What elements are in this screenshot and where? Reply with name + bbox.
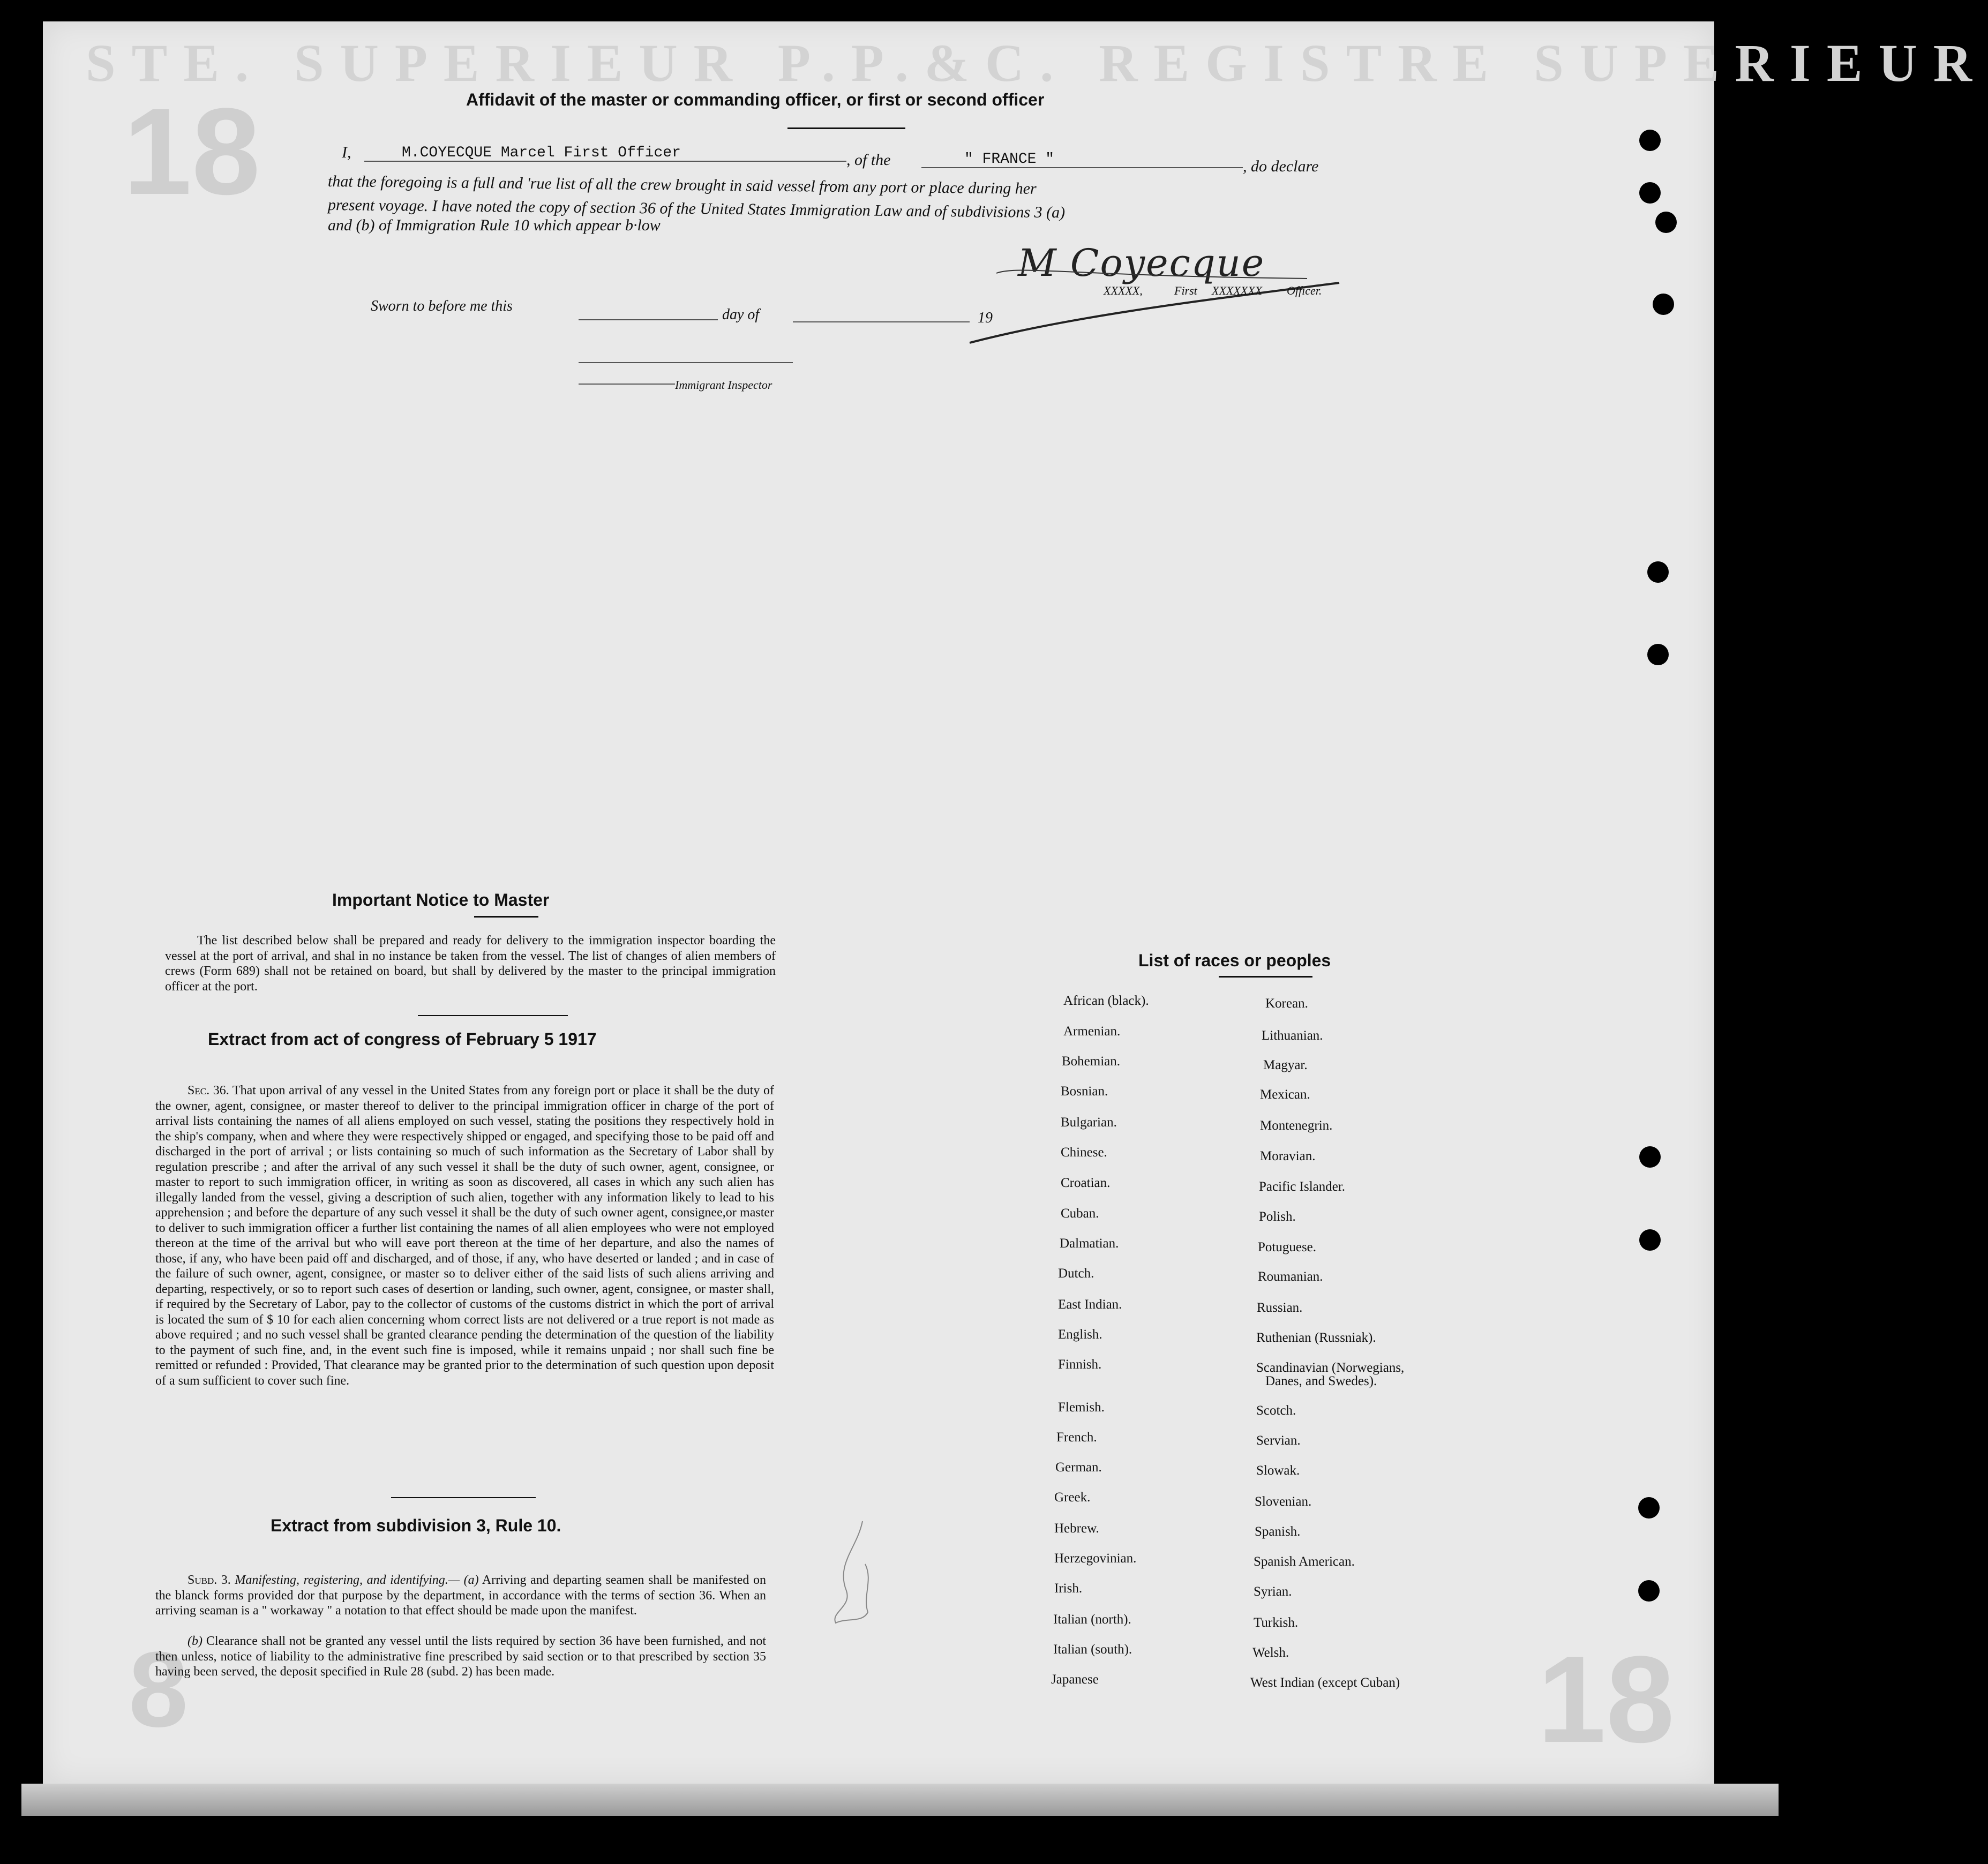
race-item: Herzegovinian. [1054,1551,1137,1566]
year-prefix: 19 [978,310,993,326]
race-item: Greek. [1054,1490,1091,1505]
race-item: Scotch. [1256,1403,1296,1418]
officer-signature: M Coyecque [1018,241,1265,285]
race-item: Servian. [1256,1433,1301,1448]
race-item: Chinese. [1061,1145,1107,1160]
title-rule [787,127,905,129]
margin-mark-ghost: 8 [129,1630,189,1749]
punch-hole [1647,644,1669,665]
inspector-fill-line [579,362,793,363]
race-item: Italian (north). [1053,1612,1131,1627]
of-the-label: , of the [846,151,891,169]
notice-text: The list described below shall be prepared and ready for delivery to the immigration inspector boarding the vessel at the port of arrival, and shal in no instance be taken from the vessel. The list of changes of alien members of crews (Form 689) shall not be retained on board, but shall by delivered by the master to the principal immigration officer at the port. [165,934,776,994]
punch-hole [1639,1229,1661,1251]
affidavit-title: Affidavit of the master or commanding officer, or first or second officer [466,90,1045,109]
punch-hole [1655,212,1677,233]
bleed-through-header: STE. SUPERIEUR P.P.&C. REGISTRE SUPERIEUR [86,33,1988,93]
races-title: List of races or peoples [1138,951,1331,970]
officer-struck-word: XXXXXXX [1212,284,1263,297]
sworn-before-label: Sworn to before me this [371,298,513,314]
race-item: Roumanian. [1258,1269,1323,1284]
race-item: West Indian (except Cuban) [1250,1675,1400,1690]
race-item: Japanese [1051,1672,1099,1687]
notice-rule [474,916,538,918]
race-item: English. [1058,1327,1102,1342]
act-extract-title: Extract from act of congress of February 5 1917 [208,1029,597,1049]
race-item: French. [1056,1430,1097,1445]
punch-hole [1638,1497,1660,1519]
subd-heading: Manifesting, registering, and identifying.— (a) [235,1573,479,1587]
do-declare-label: , do declare [1243,157,1319,175]
race-item: German. [1055,1460,1102,1475]
scan-edge-strip [21,1784,1779,1816]
page-number-ghost-top: 18 [123,82,260,220]
day-of-label: day of [722,306,760,323]
race-item: Spanish American. [1254,1554,1355,1569]
affidavit-line-4: and (b) of Immigration Rule 10 which appear b·low [328,216,661,234]
signature-flourish [964,268,1350,354]
race-item: Bulgarian. [1061,1115,1117,1130]
race-item: African (black). [1063,994,1149,1008]
race-item: Flemish. [1058,1400,1105,1415]
act-section-body: That upon arrival of any vessel in the United States from any foreign port or place it shall be the duty of the owner, agent, consignee, or master thereof to deliver to the principal immigration officer in charge of the port of arrival lists containing the names of all aliens employed on such vessel, stating the positions they respectively hold in the ship's company, when and where they were respectively shipped or engaged, and specifying those to be paid off and discharged in the port of arrival ; or lists containing so much of such information as the Secretary of Labor shall by regulation prescribe ; and after the arrival of any such vessel it shall be the duty of such owner, agent, consignee, or master to report to such immigration officer, in writing as soon as discovered, all cases in which any such alien has illegally landed from the vessel, giving a description of such alien, together with any information likely to lead to his apprehension ; and before the departure of any such vessel it shall be the duty of such owner agent, consignee,or master to deliver to such immigration officer a further list containing the names of all alien employees who were not employed thereon at the time of the arrival but who will eave port thereon at the time of her departure, and also the names of those, if any, who have been paid off and discharged, and of those, if any, who have deserted or landed ; and in case of the failure of such owner, agent, consignee, or master so to deliver either of the said lists of such aliens arriving and departing, respectively, or so to report such cases of desertion or landing, such owner, agent, consignee, or master shall, if required by the Secretary of Labor, pay to the collector of customs of the customs district in which the port of arrival is located the sum of $ 10 for each alien concerning whom correct lists are not delivered or a true report is not made as above required ; and no such vessel shall be granted clearance pending the determination of the question of the liability to the payment of such fine, and, in the event such fine is imposed, while it remains unpaid ; nor shall such fine be remitted or refunded : Provided, That clearance may be granted prior to the determination of such question upon deposit of a sum sufficient to cover such fine. [155,1084,774,1388]
affidavit-prefix: I, [342,144,351,161]
race-item: Mexican. [1260,1087,1310,1102]
subd-para-a-text: Arriving and departing seamen shall be manifested on the blanck forms provided dor that purpose by the department, in accordance with the terms of section 36. When an arriving seaman is a " workaway " a notation to that effect should be made upon the manifest. [155,1573,766,1618]
race-item: Welsh. [1252,1645,1289,1660]
race-item: Hebrew. [1054,1521,1099,1536]
punch-hole [1647,561,1669,583]
pencil-mark [825,1516,889,1628]
race-item: Korean. [1265,996,1308,1011]
race-item: Turkish. [1254,1615,1299,1630]
race-item: Spanish. [1255,1524,1301,1539]
subd-label: Subd. 3. [187,1573,231,1587]
race-item: Croatian. [1061,1176,1111,1190]
race-item: East Indian. [1058,1297,1122,1312]
officer-first-label: First [1174,284,1197,297]
subd-para-b-label: (b) [187,1634,202,1648]
race-item: Italian (south). [1053,1642,1132,1657]
race-item: Syrian. [1254,1584,1292,1599]
race-item: Ruthenian (Russniak). [1256,1331,1376,1345]
notice-title: Important Notice to Master [332,890,550,910]
page-number-ghost-bottom: 18 [1537,1630,1675,1768]
sworn-day-fill [579,319,718,320]
officer-prefix-struck: XXXXX, [1104,284,1143,297]
race-item: Slovenian. [1255,1494,1312,1509]
race-item: Polish. [1259,1209,1296,1224]
race-item: Montenegrin. [1260,1118,1333,1133]
race-item: Dutch. [1058,1266,1094,1281]
rule-para-a [155,1573,766,1619]
sworn-month-fill [793,321,970,322]
vessel-name: " FRANCE " [964,151,1055,168]
punch-hole [1639,130,1661,151]
inspector-fill-short [579,384,675,385]
officer-suffix-label: Officer. [1287,284,1322,297]
act-section-label: Sec. 36. [187,1084,229,1098]
race-item: Finnish. [1058,1357,1102,1372]
race-item: Danes, and Swedes). [1265,1374,1377,1388]
punch-hole [1639,1146,1661,1168]
race-item: Bohemian. [1062,1054,1121,1069]
race-item: Scandinavian (Norwegians, [1256,1361,1405,1375]
affidavit-line-2: that the foregoing is a full and 'rue list of all the crew brought in said vessel from any port or place during her [327,172,1037,198]
act-extract-text [155,1083,774,1388]
subd-para-b-text: Clearance shall not be granted any vessel until the lists required by section 36 have been furnished, and not then unless, notice of liability to the administrative fine prescribed by said section or to that prescribed by section 35 having been served, the deposit specified in Rule 28 (subd. 2) has been made. [155,1634,767,1679]
rule-para-b [155,1634,766,1680]
inspector-label: Immigrant Inspector [675,378,772,392]
races-rule [1219,976,1312,978]
race-item: Moravian. [1260,1149,1316,1163]
race-item: Lithuanian. [1262,1028,1323,1043]
punch-hole [1638,1580,1660,1602]
punch-hole [1653,294,1674,315]
race-item: Bosnian. [1061,1084,1108,1099]
section-divider [418,1015,568,1016]
race-item: Pacific Islander. [1259,1179,1346,1194]
race-item: Cuban. [1061,1206,1099,1221]
affidavit-line-3: present voyage. I have noted the copy of section 36 of the United States Immigration Law and of subdivisions 3 (a) [327,196,1066,222]
race-item: Magyar. [1263,1058,1308,1072]
section-divider [391,1497,536,1498]
race-item: Russian. [1257,1301,1303,1315]
race-item: Dalmatian. [1060,1236,1119,1251]
race-item: Potuguese. [1258,1240,1317,1254]
rule-extract-title: Extract from subdivision 3, Rule 10. [271,1516,561,1535]
race-item: Irish. [1054,1581,1083,1596]
race-item: Armenian. [1063,1024,1121,1039]
punch-hole [1639,182,1661,204]
officer-name: M.COYECQUE Marcel First Officer [402,145,681,161]
race-item: Slowak. [1256,1463,1300,1478]
